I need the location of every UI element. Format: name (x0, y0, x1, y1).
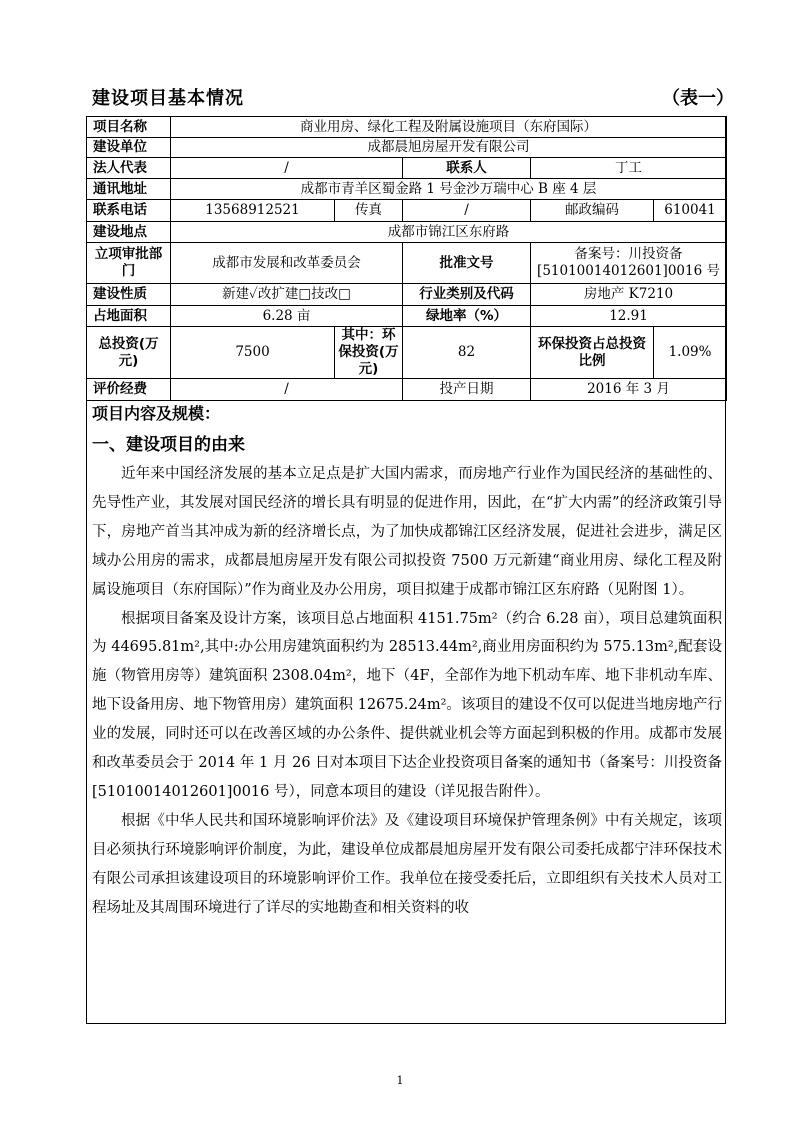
page-number: 1 (396, 1074, 404, 1087)
table-row (87, 179, 727, 200)
postal-label: 邮政编码 (531, 200, 654, 222)
project-name-label: 项目名称 (87, 117, 171, 138)
table-row (87, 158, 727, 179)
table-row (87, 327, 727, 379)
table-row (87, 284, 727, 306)
env-investment-value: 82 (403, 327, 531, 379)
phone-label: 联系电话 (87, 200, 171, 222)
address-value: 成都市青羊区蜀金路 1 号金沙万瑞中心 B 座 4 层 (171, 179, 727, 200)
project-name-value: 商业用房、绿化工程及附属设施项目（东府国际） (171, 117, 727, 138)
industry-label: 行业类别及代码 (403, 284, 531, 306)
project-info-table (86, 116, 727, 401)
table-row (87, 117, 727, 138)
date-label: 投产日期 (403, 379, 531, 401)
green-rate-value: 12.91 (531, 306, 727, 327)
fee-value: / (171, 379, 403, 401)
unit-label: 建设单位 (87, 138, 171, 158)
approval-dept-label: 立项审批部门 (87, 243, 171, 284)
legal-rep-label: 法人代表 (87, 158, 171, 179)
legal-rep-value: / (171, 158, 403, 179)
fee-label: 评价经费 (87, 379, 171, 401)
paragraph: 根据项目备案及设计方案，该项目总占地面积 4151.75m²（约合 6.28 亩），项目总建筑面积为 44695.81m²,其中:办公用房建筑面积约为 28513.44m²,商业用房面积约为 575.13m²,配套设施（物管用房等）建筑面积 2308.04m²，地下（4F，全部作为地下机动车库、地下非机动车库、地下设备用房、地下物管用房）建筑面积 12675.24m²。该项目的建设不仅可以促进当地房地产行业的发展，同时还可以在改善区域的办公条件、提供就业机会等方面起到积极的作用。成都市发展和改革委员会于 2014 年 1 月 26 日对本项目下达企业投资项目备案的通知书（备案号：川投资备[51010014012601]0016 号），同意本项目的建设（详见报告附件）。 (92, 610, 722, 800)
fax-value: / (403, 200, 531, 222)
paragraph: 根据《中华人民共和国环境影响评价法》及《建设项目环境保护管理条例》中有关规定，该项目必须执行环境影响评价制度，为此，建设单位成都晨旭房屋开发有限公司委托成都宁沣环保技术有限公司承担该建设项目的环境影响评价工作。我单位在接受委托后，立即组织有关技术人员对工程场址及其周围环境进行了详尽的实地勘查和相关资料的收 (92, 812, 722, 916)
fax-label: 传真 (335, 200, 403, 222)
page-title: 建设项目基本情况 (92, 88, 244, 109)
scope-title: 项目内容及规模： (92, 404, 221, 423)
nature-label: 建设性质 (87, 284, 171, 306)
green-rate-label: 绿地率（%） (403, 306, 531, 327)
table-tag: （表一） (662, 88, 734, 109)
contact-label: 联系人 (403, 158, 531, 179)
area-label: 占地面积 (87, 306, 171, 327)
env-ratio-label: 环保投资占总投资比例 (531, 327, 654, 379)
unit-value: 成都晨旭房屋开发有限公司 (171, 138, 727, 158)
site-label: 建设地点 (87, 222, 171, 243)
env-investment-label: 其中：环保投资(万元) (335, 327, 403, 379)
table-row (87, 138, 727, 158)
site-value: 成都市锦江区东府路 (171, 222, 727, 243)
area-value: 6.28 亩 (171, 306, 403, 327)
postal-value: 610041 (654, 200, 727, 222)
investment-value: 7500 (171, 327, 335, 379)
phone-value: 13568912521 (171, 200, 335, 222)
approval-doc-value: 备案号：川投资备[51010014012601]0016 号 (531, 243, 727, 284)
section-title: 一、建设项目的由来 (92, 435, 245, 455)
nature-value: 新建✓改扩建□技改□ (171, 284, 403, 306)
paragraph: 近年来中国经济发展的基本立足点是扩大国内需求，而房地产行业作为国民经济的基础性的、先导性产业，其发展对国民经济的增长具有明显的促进作用，因此，在“扩大内需”的经济政策引导下，房地产首当其冲成为新的经济增长点，为了加快成都锦江区经济发展，促进社会进步，满足区域办公用房的需求，成都晨旭房屋开发有限公司拟投资 7500 万元新建“商业用房、绿化工程及附属设施项目（东府国际）”作为商业及办公用房，项目拟建于成都市锦江区东府路（见附图 1）。 (92, 466, 722, 598)
investment-label: 总投资(万元) (87, 327, 171, 379)
approval-dept-value: 成都市发展和改革委员会 (171, 243, 403, 284)
approval-doc-label: 批准文号 (403, 243, 531, 284)
address-label: 通讯地址 (87, 179, 171, 200)
table-row (87, 200, 727, 222)
table-row (87, 306, 727, 327)
date-value: 2016 年 3 月 (531, 379, 727, 401)
table-row (87, 243, 727, 284)
env-ratio-value: 1.09% (654, 327, 727, 379)
table-row (87, 222, 727, 243)
body-text (92, 460, 722, 923)
contact-value: 丁工 (531, 158, 727, 179)
table-row (87, 379, 727, 401)
industry-value: 房地产 K7210 (531, 284, 727, 306)
